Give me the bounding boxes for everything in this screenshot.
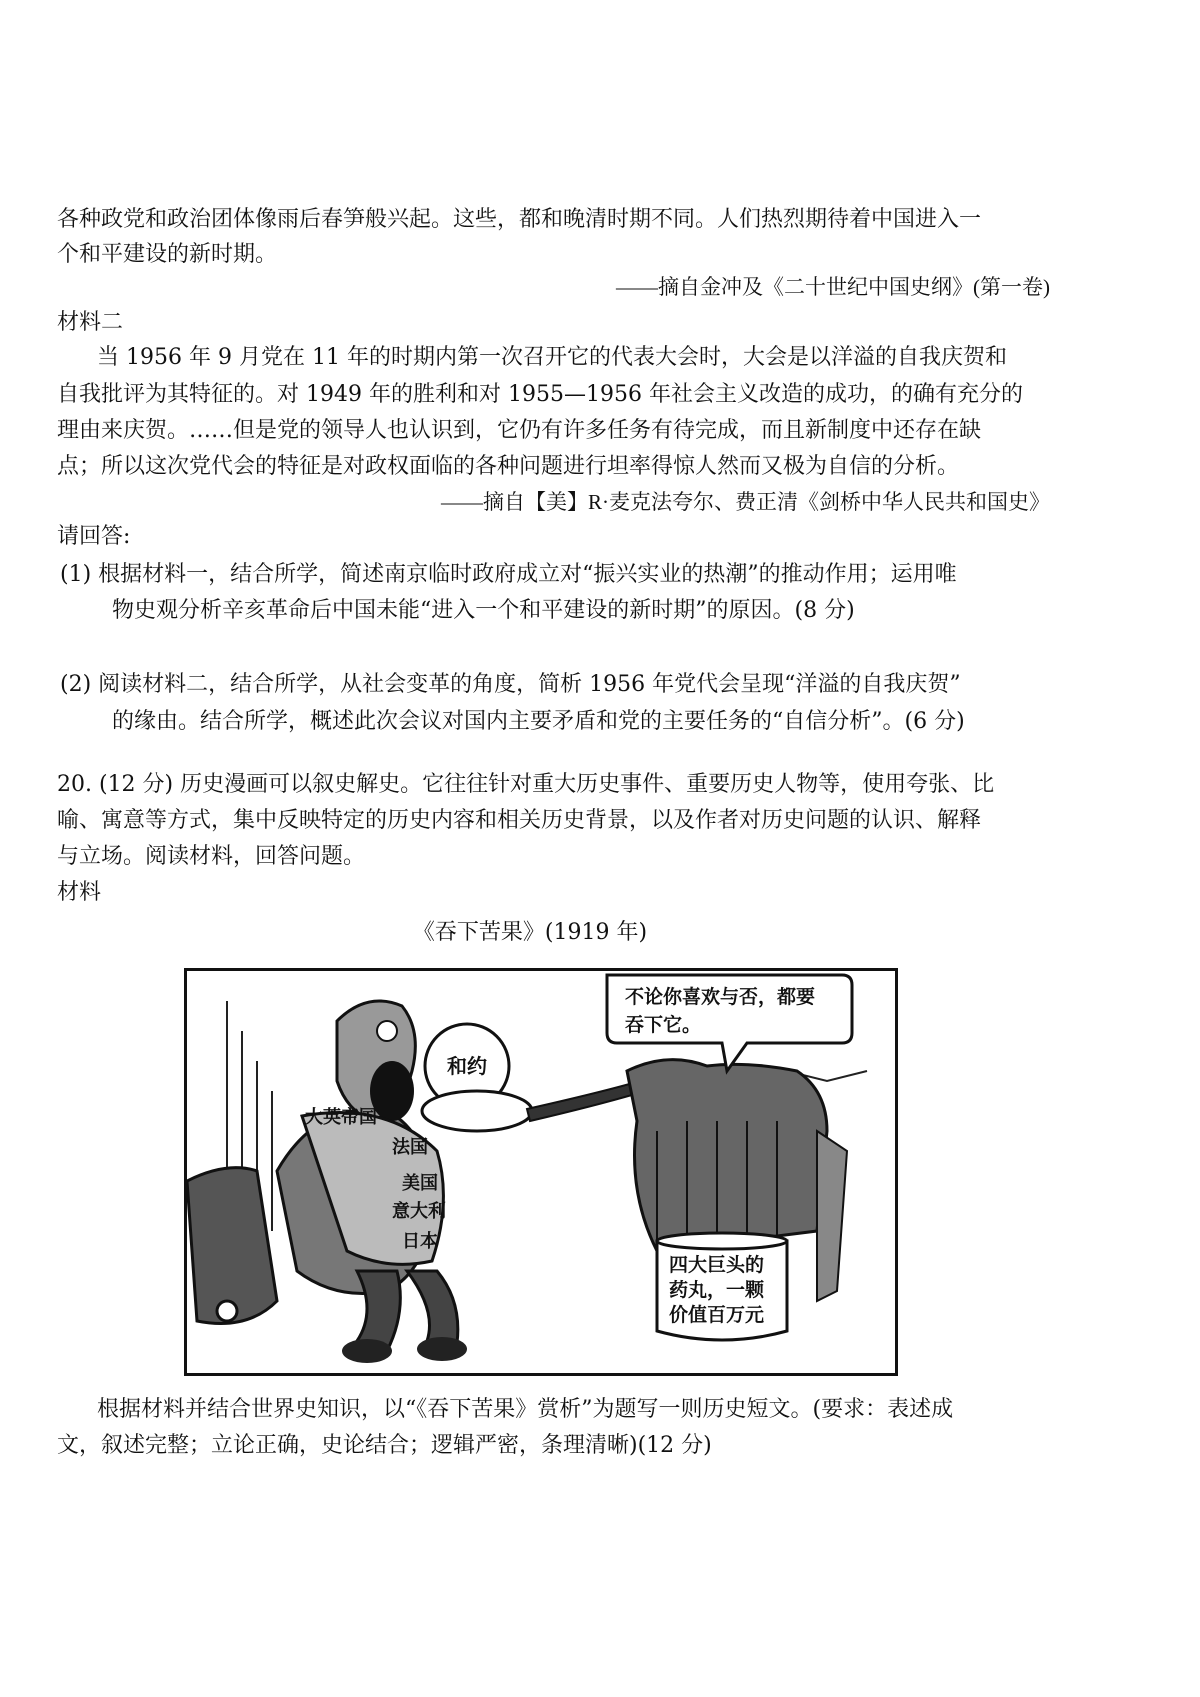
question-20-task-line: 文，叙述完整；立论正确，史论结合；逻辑严密，条理清晰)(12 分) (57, 1433, 712, 1458)
jar-label-line: 药丸，一颗 (669, 1279, 765, 1301)
question-2-line: (2) 阅读材料二，结合所学，从社会变革的角度，简析 1956 年党代会呈现“洋溢的自我庆贺” (60, 672, 961, 697)
treaty-pill-label: 和约 (447, 1054, 487, 1078)
finger-label-british-empire: 大英帝国 (305, 1107, 377, 1128)
cartoon-drawing (187, 971, 895, 1373)
cartoon-image (184, 968, 898, 1376)
speech-bubble-line: 不论你喜欢与否，都要 (625, 986, 816, 1008)
finger-label-france: 法国 (392, 1137, 428, 1158)
material1-text-line: 个和平建设的新时期。 (57, 242, 278, 267)
material2-source: ——摘自【美】R·麦克法夸尔、费正清《剑桥中华人民共和国史》 (441, 490, 1050, 514)
material-label: 材料 (57, 880, 102, 905)
question-1-line: (1) 根据材料一，结合所学，简述南京临时政府成立对“振兴实业的热潮”的推动作用；运用唯 (60, 562, 957, 587)
question-20-task-line: 根据材料并结合世界史知识，以“《吞下苦果》赏析”为题写一则历史短文。(要求：表述成 (97, 1397, 954, 1422)
material2-text-line: 当 1956 年 9 月党在 11 年的时期内第一次召开它的代表大会时，大会是以洋溢的自我庆贺和 (97, 345, 1007, 370)
material1-text-line: 各种政党和政治团体像雨后春笋般兴起。这些，都和晚清时期不同。人们热烈期待着中国进入一 (57, 207, 982, 232)
answer-prompt: 请回答: (57, 524, 131, 549)
finger-label-italy: 意大利 (392, 1201, 446, 1222)
cartoon-title: 《吞下苦果》(1919 年) (412, 920, 648, 945)
finger-label-japan: 日本 (402, 1231, 438, 1252)
finger-label-usa: 美国 (402, 1173, 438, 1194)
question-1-line: 物史观分析辛亥革命后中国未能“进入一个和平建设的新时期”的原因。(8 分) (112, 598, 855, 623)
question-2-line: 的缘由。结合所学，概述此次会议对国内主要矛盾和党的主要任务的“自信分析”。(6 分) (112, 709, 965, 734)
question-20-line: 喻、寓意等方式，集中反映特定的历史内容和相关历史背景，以及作者对历史问题的认识、解释 (57, 808, 982, 833)
material2-text-line: 点；所以这次党代会的特征是对政权面临的各种问题进行坦率得惊人然而又极为自信的分析。 (57, 454, 960, 479)
speech-bubble-line: 吞下它。 (625, 1014, 702, 1036)
material2-text-line: 自我批评为其特征的。对 1949 年的胜利和对 1955—1956 年社会主义改造的成功，的确有充分的 (57, 382, 1023, 407)
jar-label-line: 价值百万元 (669, 1304, 765, 1326)
material1-source: ——摘自金冲及《二十世纪中国史纲》(第一卷) (616, 275, 1050, 299)
jar-label-line: 四大巨头的 (669, 1254, 765, 1276)
material2-text-line: 理由来庆贺。……但是党的领导人也认识到，它仍有许多任务有待完成，而且新制度中还存在缺 (57, 418, 982, 443)
question-20-line: 20. (12 分) 历史漫画可以叙史解史。它往往针对重大历史事件、重要历史人物等，使用夸张、比 (57, 772, 995, 797)
material2-heading: 材料二 (57, 310, 124, 335)
question-20-line: 与立场。阅读材料，回答问题。 (57, 844, 366, 869)
